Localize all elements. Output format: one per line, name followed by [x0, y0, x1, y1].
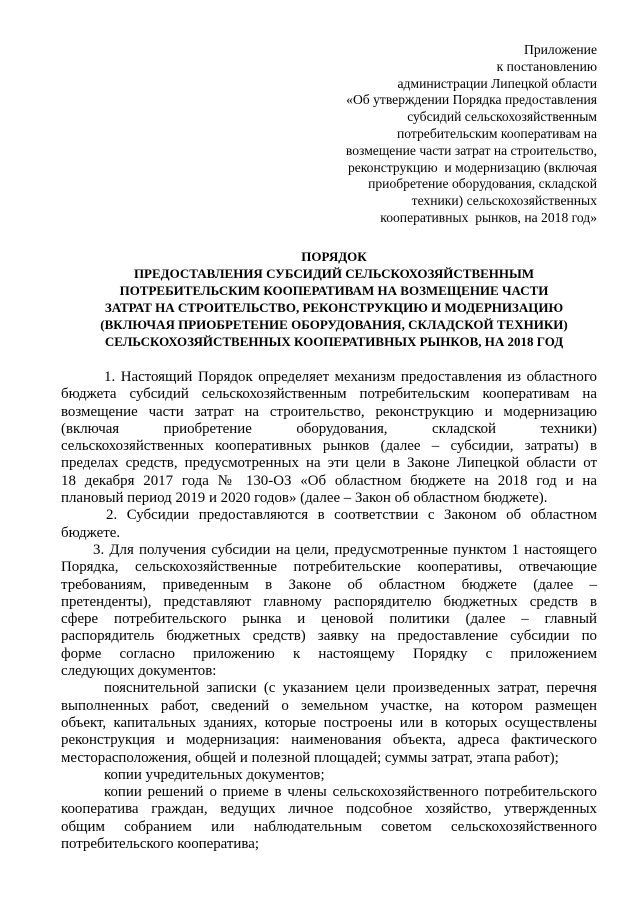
paragraph-line: Порядка, сельскохозяйственные потребительские кооперативы, отвечающие — [61, 559, 597, 576]
paragraph-line: кооператива граждан, ведущих личное подсобное хозяйство, утвержденных — [61, 801, 597, 818]
paragraph-line: бюджете. — [61, 524, 121, 541]
title-line: (ВКЛЮЧАЯ ПРИОБРЕТЕНИЕ ОБОРУДОВАНИЯ, СКЛАДСКОЙ ТЕХНИКИ) — [100, 317, 568, 332]
paragraph-line: 1. Настоящий Порядок определяет механизм предоставления из областного — [104, 369, 597, 385]
paragraph-line: потребительского кооператива; — [61, 836, 259, 853]
paragraph — [61, 369, 597, 507]
appendix-header-line: субсидий сельскохозяйственным — [407, 109, 597, 125]
appendix-header-line: администрации Липецкой области — [397, 75, 597, 91]
paragraph — [61, 680, 597, 766]
paragraph-line: возмещение части затрат на строительство, реконструкцию и модернизацию — [61, 403, 597, 420]
paragraph-line: пояснительной записки (с указанием цели произведенных затрат, перечня — [104, 680, 597, 697]
paragraph-line: следующих документов: — [61, 663, 217, 680]
paragraph — [61, 507, 597, 542]
appendix-header-line: техники) сельскохозяйственных — [411, 193, 597, 209]
appendix-header-line: кооперативных рынков, на 2018 год» — [380, 209, 597, 225]
paragraph-line: 2. Субсидии предоставляются в соответствии с Законом об областном — [106, 507, 597, 524]
appendix-header-line: «Об утверждении Порядка предоставления — [346, 92, 597, 108]
title-line: ЗАТРАТ НА СТРОИТЕЛЬСТВО, РЕКОНСТРУКЦИЮ И МОДЕРНИЗАЦИЮ — [104, 300, 564, 315]
paragraph — [61, 767, 597, 784]
paragraph-line: объект, капитальных зданиях, которые построены или в которых осуществлены — [61, 714, 597, 731]
title-line: ПРЕДОСТАВЛЕНИЯ СУБСИДИЙ СЕЛЬСКОХОЗЯЙСТВЕННЫМ — [133, 266, 535, 281]
document-body — [61, 369, 597, 853]
paragraph-line: требованиям, приведенным в Законе об областном бюджете (далее – — [61, 576, 597, 593]
title-heading: ПОРЯДОК — [301, 249, 367, 264]
paragraph-line: месторасположения, общей и полезной площадей; суммы затрат, этапа работ); — [61, 749, 559, 766]
paragraph-line: сфере потребительского рынка и ценовой политики (далее – главный — [61, 611, 597, 628]
paragraph-line: общим собранием или наблюдательным советом сельскохозяйственного — [61, 818, 597, 835]
appendix-header-line: к постановлению — [496, 58, 597, 74]
paragraph-line: распорядитель бюджетных средств) заявку на предоставление субсидии по — [61, 628, 597, 645]
paragraph-line: 18 декабря 2017 года № 130-ОЗ «Об областном бюджете на 2018 год и на — [61, 472, 597, 489]
title-line: ПОТРЕБИТЕЛЬСКИМ КООПЕРАТИВАМ НА ВОЗМЕЩЕНИЕ ЧАСТИ — [119, 283, 549, 298]
paragraph-line: реконструкция и модернизация: наименования объекта, адреса фактического — [61, 732, 597, 749]
appendix-header-line: возмещение части затрат на строительство, — [345, 142, 597, 158]
appendix-header-line: приобретение оборудования, складской — [368, 176, 597, 192]
appendix-header-line: потребительским кооперативам на — [397, 125, 597, 141]
document-title — [66, 248, 602, 350]
paragraph-line: выполненных работ, сведений о земельном участке, на котором размещен — [61, 697, 597, 714]
paragraph — [61, 784, 597, 853]
appendix-header-line: реконструкцию и модернизацию (включая — [347, 159, 597, 175]
appendix-header-line: Приложение — [524, 42, 597, 57]
appendix-header — [346, 42, 597, 227]
paragraph-line: бюджета субсидий сельскохозяйственным потребительским кооперативам на — [61, 386, 597, 403]
paragraph-line: претенденты), представляют главному распорядителю бюджетных средств в — [61, 593, 597, 610]
paragraph-line: копии решений о приеме в члены сельскохозяйственного потребительского — [104, 784, 597, 801]
paragraph-line: пределах средств, предусмотренных на эти цели в Законе Липецкой области от — [61, 455, 597, 472]
paragraph — [61, 542, 597, 680]
paragraph-line: копии учредительных документов; — [104, 766, 325, 783]
paragraph-line: форме согласно приложению к настоящему Порядку с приложением — [61, 645, 597, 662]
paragraph-line: сельскохозяйственных кооперативных рынков (далее – субсидии, затраты) в — [61, 438, 597, 455]
paragraph-line: (включая приобретение оборудования, складской техники) — [61, 420, 597, 437]
paragraph-line: 3. Для получения субсидии на цели, предусмотренные пунктом 1 настоящего — [93, 541, 597, 558]
title-line: СЕЛЬСКОХОЗЯЙСТВЕННЫХ КООПЕРАТИВНЫХ РЫНКОВ, НА 2018 ГОД — [104, 334, 564, 349]
paragraph-line: плановый период 2019 и 2020 годов» (далее – Закон об областном бюджете). — [61, 490, 548, 507]
